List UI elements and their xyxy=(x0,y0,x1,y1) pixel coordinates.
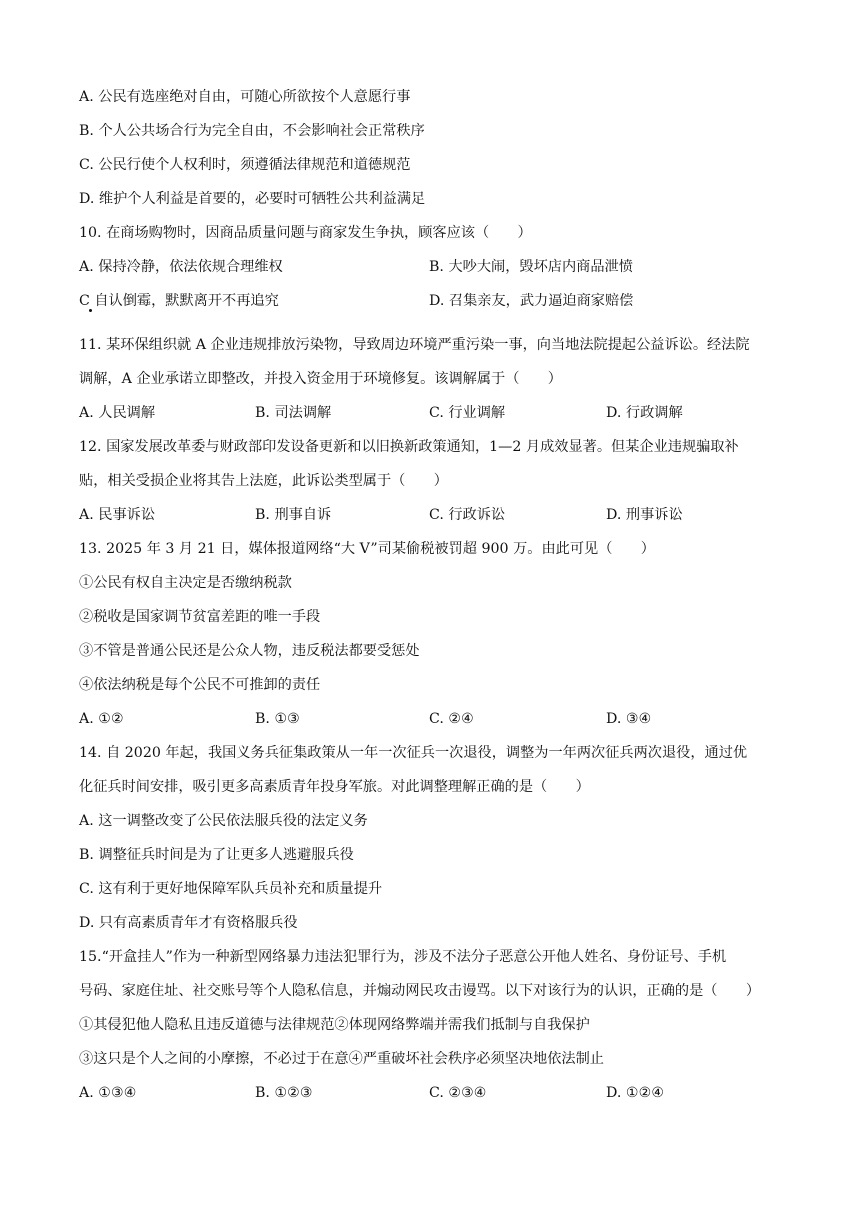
q10-option-c: C 自认倒霉，默默离开不再追究 xyxy=(79,293,279,309)
q14-option-b: B. 调整征兵时间是为了让更多人逃避服兵役 xyxy=(79,847,354,863)
q11-stem-line2: 调解，A 企业承诺立即整改，并投入资金用于环境修复。该调解属于（ ） xyxy=(79,371,562,387)
stray-dot-mark xyxy=(89,309,92,312)
q12-option-b: B. 刑事自诉 xyxy=(255,507,332,523)
q9-option-b: B. 个人公共场合行为完全自由，不会影响社会正常秩序 xyxy=(79,123,425,139)
q11-option-a: A. 人民调解 xyxy=(79,405,156,421)
q15-option-a: A. ①③④ xyxy=(79,1085,137,1101)
q13-option-b: B. ①③ xyxy=(255,711,300,727)
q14-option-d: D. 只有高素质青年才有资格服兵役 xyxy=(79,915,298,931)
q13-statement-3: ③不管是普通公民还是公众人物，违反税法都要受惩处 xyxy=(79,643,420,659)
q11-option-c: C. 行业调解 xyxy=(429,405,506,421)
q10-option-d: D. 召集亲友，武力逼迫商家赔偿 xyxy=(429,293,634,309)
q9-option-d: D. 维护个人利益是首要的，必要时可牺牲公共利益满足 xyxy=(79,191,426,207)
q12-stem-line2: 贴，相关受损企业将其告上法庭，此诉讼类型属于（ ） xyxy=(79,473,448,489)
q12-option-a: A. 民事诉讼 xyxy=(79,507,156,523)
q10-stem: 10. 在商场购物时，因商品质量问题与商家发生争执，顾客应该（ ） xyxy=(79,225,532,241)
q11-option-b: B. 司法调解 xyxy=(255,405,332,421)
q11-option-d: D. 行政调解 xyxy=(606,405,683,421)
q15-option-d: D. ①②④ xyxy=(606,1085,665,1101)
q12-option-c: C. 行政诉讼 xyxy=(429,507,506,523)
q14-stem-line2: 化征兵时间安排，吸引更多高素质青年投身军旅。对此调整理解正确的是（ ） xyxy=(79,779,590,795)
q13-option-a: A. ①② xyxy=(79,711,124,727)
q9-option-a: A. 公民有选座绝对自由，可随心所欲按个人意愿行事 xyxy=(79,89,411,105)
q14-stem-line1: 14. 自 2020 年起，我国义务兵征集政策从一年一次征兵一次退役，调整为一年两次征兵两次退役，通过优 xyxy=(79,745,748,761)
q15-statements-line1: ①其侵犯他人隐私且违反道德与法律规范②体现网络弊端并需我们抵制与自我保护 xyxy=(79,1017,590,1033)
q10-options-row1 xyxy=(79,257,790,277)
q13-statement-2: ②税收是国家调节贫富差距的唯一手段 xyxy=(79,609,321,625)
q15-stem-line1: 15.“开盒挂人”作为一种新型网络暴力违法犯罪行为，涉及不法分子恶意公开他人姓名、身份证号、手机 xyxy=(79,949,727,965)
q15-option-c: C. ②③④ xyxy=(429,1085,487,1101)
q15-option-b: B. ①②③ xyxy=(255,1085,313,1101)
q13-statement-4: ④依法纳税是每个公民不可推卸的责任 xyxy=(79,677,321,693)
q13-option-d: D. ③④ xyxy=(606,711,652,727)
q12-option-d: D. 刑事诉讼 xyxy=(606,507,683,523)
q14-option-c: C. 这有利于更好地保障军队兵员补充和质量提升 xyxy=(79,881,383,897)
q12-options xyxy=(79,505,790,525)
q11-options xyxy=(79,403,790,423)
q13-statement-1: ①公民有权自主决定是否缴纳税款 xyxy=(79,575,292,591)
q9-option-c: C. 公民行使个人权利时，须遵循法律规范和道德规范 xyxy=(79,157,411,173)
q10-options-row2 xyxy=(79,291,790,311)
q14-option-a: A. 这一调整改变了公民依法服兵役的法定义务 xyxy=(79,813,368,829)
q15-options xyxy=(79,1083,790,1103)
q10-option-b: B. 大吵大闹，毁坏店内商品泄愤 xyxy=(429,259,633,275)
q13-stem: 13. 2025 年 3 月 21 日，媒体报道网络“大 V”司某偷税被罚超 900 万。由此可见（ ） xyxy=(79,541,655,557)
q13-options xyxy=(79,709,790,729)
q15-statements-line2: ③这只是个人之间的小摩擦，不必过于在意④严重破坏社会秩序必须坚决地依法制止 xyxy=(79,1051,604,1067)
q15-stem-line2: 号码、家庭住址、社交账号等个人隐私信息，并煽动网民攻击谩骂。以下对该行为的认识，正确的是（ ） xyxy=(79,983,761,999)
q10-option-a: A. 保持冷静，依法依规合理维权 xyxy=(79,259,283,275)
q11-stem-line1: 11. 某环保组织就 A 企业违规排放污染物，导致周边环境严重污染一事，向当地法院提起公益诉讼。经法院 xyxy=(79,337,750,353)
q12-stem-line1: 12. 国家发展改革委与财政部印发设备更新和以旧换新政策通知，1—2 月成效显著。但某企业违规骗取补 xyxy=(79,439,739,455)
q13-option-c: C. ②④ xyxy=(429,711,474,727)
